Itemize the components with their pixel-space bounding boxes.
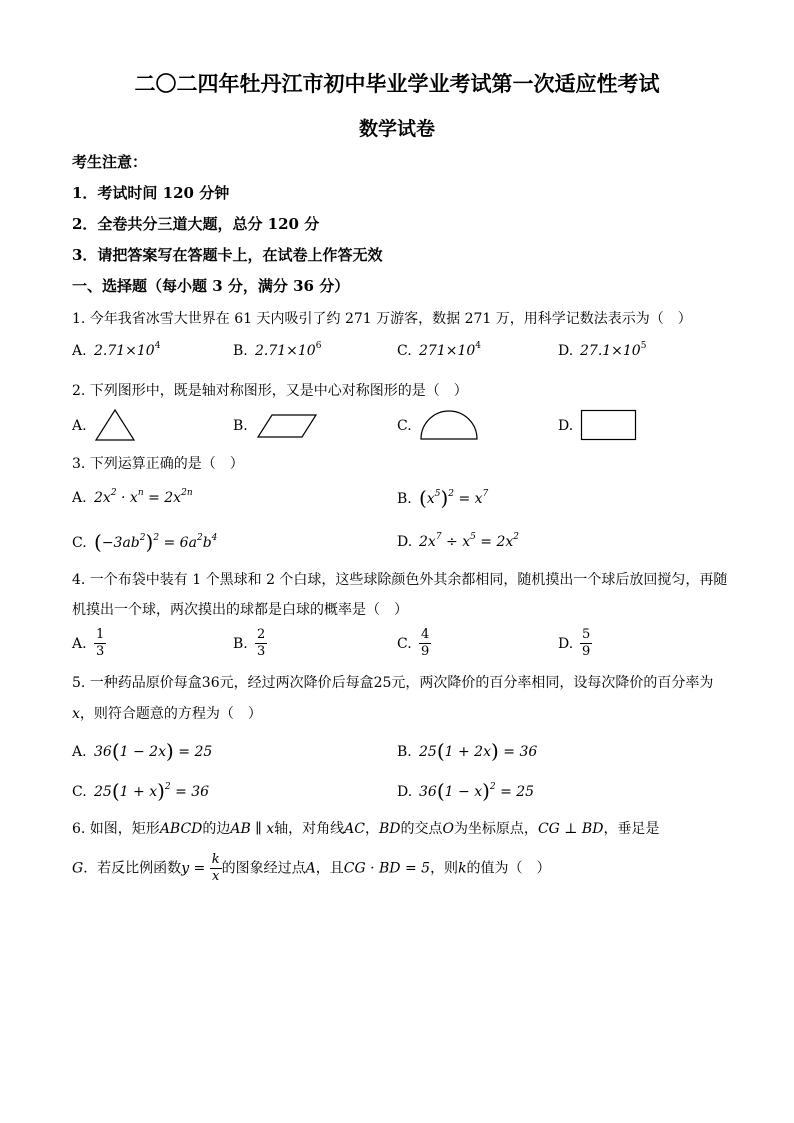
notice-item: 2．全卷共分三道大题，总分 120 分 <box>72 215 320 233</box>
q1-option-c: C. $271\times 10^4$ <box>397 341 482 359</box>
question-1-stem: 1. 今年我省冰雪大世界在 61 天内吸引了约 271 万游客，数据 271 万，用科学记数法表示为（ ） <box>72 311 692 327</box>
question-4-stem-line2: 机摸出一个球，两次摸出的球都是白球的概率是（ ） <box>72 602 408 618</box>
q3-option-a: A. $2x^2 \cdot x^n = 2x^{2n}$ <box>72 488 193 506</box>
q5-option-b: B. 25(1 + 2x) = 36 <box>397 739 538 763</box>
exam-title: 二〇二四年牡丹江市初中毕业学业考试第一次适应性考试 <box>134 71 660 96</box>
notice-item: 1．考试时间 120 分钟 <box>72 184 230 202</box>
notice-item: 3．请把答案写在答题卡上，在试卷上作答无效 <box>72 246 383 264</box>
question-6-stem-line2: G．若反比例函数y = $\frac{k}{x}$ 的图象经过点A，且CG · BD = 5，则k的值为（ ） <box>72 852 551 884</box>
q5-option-c: C. $25(1 + x)^2 = 36$ <box>72 779 210 803</box>
question-3-stem: 3. 下列运算正确的是（ ） <box>72 456 244 472</box>
exam-subtitle: 数学试卷 <box>358 118 435 140</box>
question-5-stem-line1: 5. 一种药品原价每盒36元，经过两次降价后每盒25元，两次降价的百分率相同，设每次降价的百分率为 <box>72 675 714 691</box>
question-2-stem: 2. 下列图形中，既是轴对称图形，又是中心对称图形的是（ ） <box>72 383 468 399</box>
q5-option-a: A. 36(1 − 2x) = 25 <box>72 739 213 763</box>
q1-option-d: D. $27.1\times 10^5$ <box>558 341 647 359</box>
question-4-stem-line1: 4. 一个布袋中装有 1 个黑球和 2 个白球，这些球除颜色外其余都相同，随机摸出一个球后放回搅匀，再随 <box>72 572 728 588</box>
q4-option-a: A. $\frac{1}{3}$ <box>72 627 105 659</box>
rectangle-icon <box>580 409 638 442</box>
question-6-stem-line1: 6. 如图，矩形ABCD的边AB ∥ x轴，对角线AC，BD的交点O为坐标原点，CG ⊥ BD，垂足是 <box>72 821 660 837</box>
q4-option-b: B. $\frac{2}{3}$ <box>233 627 266 659</box>
q3-option-b: B. $(x^5)^2 = x^7$ <box>397 486 489 510</box>
q3-option-d: D. $2x^7 \div x^5 = 2x^2$ <box>397 532 520 550</box>
q1-option-a: A. $2.71\times 10^4$ <box>72 341 161 359</box>
section-heading: 一、选择题（每小题 3 分，满分 36 分） <box>72 277 350 295</box>
q2-option-a-label: A. <box>72 418 87 434</box>
q1-option-b: B. $2.71\times 10^6$ <box>233 341 322 359</box>
q4-option-c: C. $\frac{4}{9}$ <box>397 627 430 659</box>
q2-option-b-label: B. <box>233 418 248 434</box>
q3-option-c: C. $(-3ab^2)^2 = 6a^2b^4$ <box>72 530 218 554</box>
parallelogram-icon <box>256 412 318 440</box>
q5-option-d: D. $36(1 - x)^2 = 25$ <box>397 779 535 803</box>
q4-option-d: D. $\frac{5}{9}$ <box>558 627 591 659</box>
triangle-icon <box>94 408 136 442</box>
question-5-stem-line2: x，则符合题意的方程为（ ） <box>72 706 262 722</box>
q2-option-c-label: C. <box>397 418 412 434</box>
semicircle-icon <box>419 408 479 442</box>
notice-heading: 考生注意： <box>72 153 148 171</box>
q2-option-d-label: D. <box>558 418 574 434</box>
